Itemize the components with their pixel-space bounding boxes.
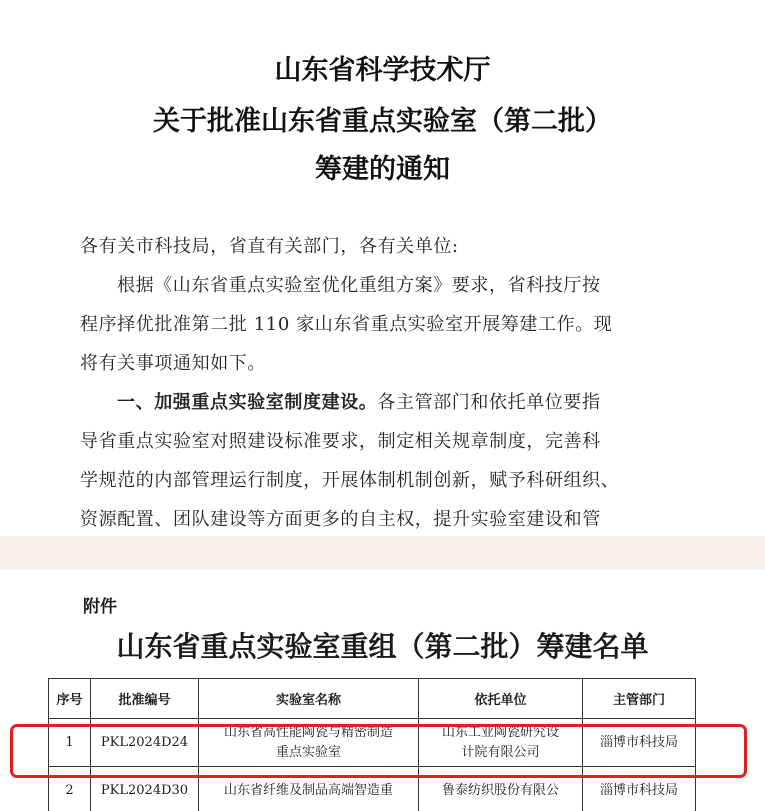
header-lab-name: 实验室名称 — [199, 679, 419, 719]
attachment-page — [0, 570, 765, 811]
table-header-row — [49, 679, 696, 719]
header-unit: 依托单位 — [419, 679, 583, 719]
table-row — [49, 719, 696, 767]
section1-line-4: 资源配置、团队建设等方面更多的自主权，提升实验室建设和管 — [80, 509, 601, 530]
header-dept: 主管部门 — [583, 679, 696, 719]
unit-line-1: 鲁泰纺织股份有限公 — [441, 782, 559, 798]
section1-first-text: 各主管部门和依托单位要指 — [377, 392, 601, 413]
row-lab-name — [199, 719, 419, 767]
lab-name-line-2: 重点实验室 — [275, 744, 341, 760]
attachment-title: 山东省重点实验室重组（第二批）筹建名单 — [116, 630, 649, 663]
row-index: 1 — [49, 719, 91, 767]
salutation: 各有关市科技局，省直有关部门，各有关单位: — [80, 236, 459, 257]
attachment-label: 附件 — [83, 597, 117, 617]
header-code: 批准编号 — [91, 679, 199, 719]
row-dept: 淄博市科技局 — [583, 719, 696, 767]
para1-line-3: 将有关事项通知如下。 — [80, 353, 266, 374]
lab-name-line-1: 山东省纤维及制品高端智造重 — [223, 782, 393, 798]
row-lab-name — [199, 767, 419, 811]
page-separator — [0, 536, 765, 570]
row-unit — [419, 767, 583, 811]
section1-line-3: 学规范的内部管理运行制度，开展体制机制创新，赋予科研组织、 — [80, 470, 620, 491]
section1-line-2: 导省重点实验室对照建设标准要求，制定相关规章制度，完善科 — [80, 431, 601, 452]
notice-title-line-1: 山东省科学技术厅 — [274, 55, 491, 86]
section1-first-line — [117, 388, 601, 414]
unit-line-2: 计院有限公司 — [461, 744, 540, 760]
header-index: 序号 — [49, 679, 91, 719]
notice-title-line-2: 关于批准山东省重点实验室（第二批） — [153, 106, 612, 137]
lab-name-line-1: 山东省高性能陶瓷与精密制造 — [223, 724, 393, 740]
para1-line-1: 根据《山东省重点实验室优化重组方案》要求，省科技厅按 — [117, 275, 601, 296]
section1-heading: 一、加强重点实验室制度建设。 — [117, 392, 378, 413]
row-code: PKL2024D30 — [91, 767, 199, 811]
row-unit — [419, 719, 583, 767]
lab-roster-table — [48, 678, 696, 811]
row-dept: 淄博市科技局 — [583, 767, 696, 811]
unit-line-1: 山东工业陶瓷研究设 — [441, 724, 559, 740]
row-code: PKL2024D24 — [91, 719, 199, 767]
para1-line-2: 程序择优批准第二批 110 家山东省重点实验室开展筹建工作。现 — [80, 314, 613, 335]
table-row — [49, 767, 696, 811]
row-index: 2 — [49, 767, 91, 811]
notice-title-line-3: 筹建的通知 — [315, 154, 450, 185]
